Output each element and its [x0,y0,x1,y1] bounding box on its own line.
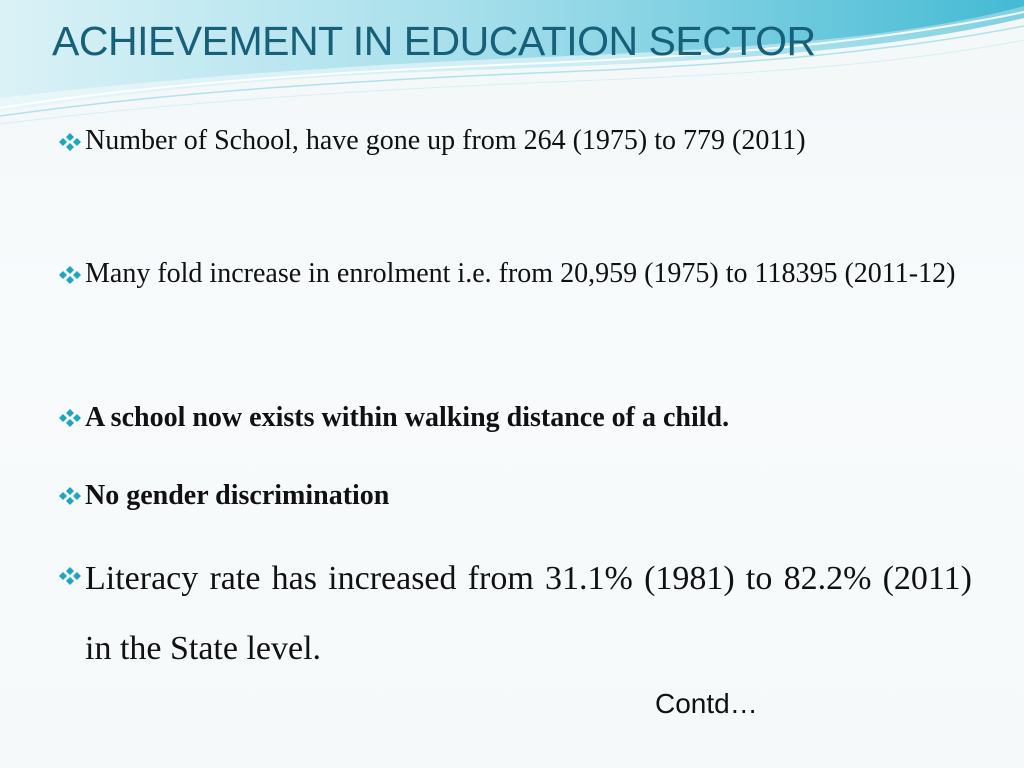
diamond-bullet-icon [58,132,82,152]
bullet-text: Number of School, have gone up from 264 (1975) to 779 (2011) [85,125,806,156]
bullet-item [58,110,972,172]
bullet-text: Many fold increase in enrolment i.e. from 20,959 (1975) to 118395 (2011-12) [85,258,956,289]
continued-note: Contd… [655,688,758,719]
bullet-text: Literacy rate has increased from 31.1% (1981) to 82.2% (2011) in the State level. [85,560,972,667]
diamond-bullet-icon [58,566,82,586]
bullet-item [58,474,972,518]
diamond-bullet-icon [58,486,82,506]
diamond-bullet-icon [58,408,82,428]
bullet-text: A school now exists within walking distance of a child. [85,402,730,433]
diamond-bullet-icon [58,265,82,285]
bullet-item [58,240,972,308]
bullet-text: No gender discrimination [85,480,390,511]
bullet-item [58,396,972,440]
bullet-item [58,544,972,684]
slide-title: ACHIEVEMENT IN EDUCATION SECTOR [52,18,816,64]
